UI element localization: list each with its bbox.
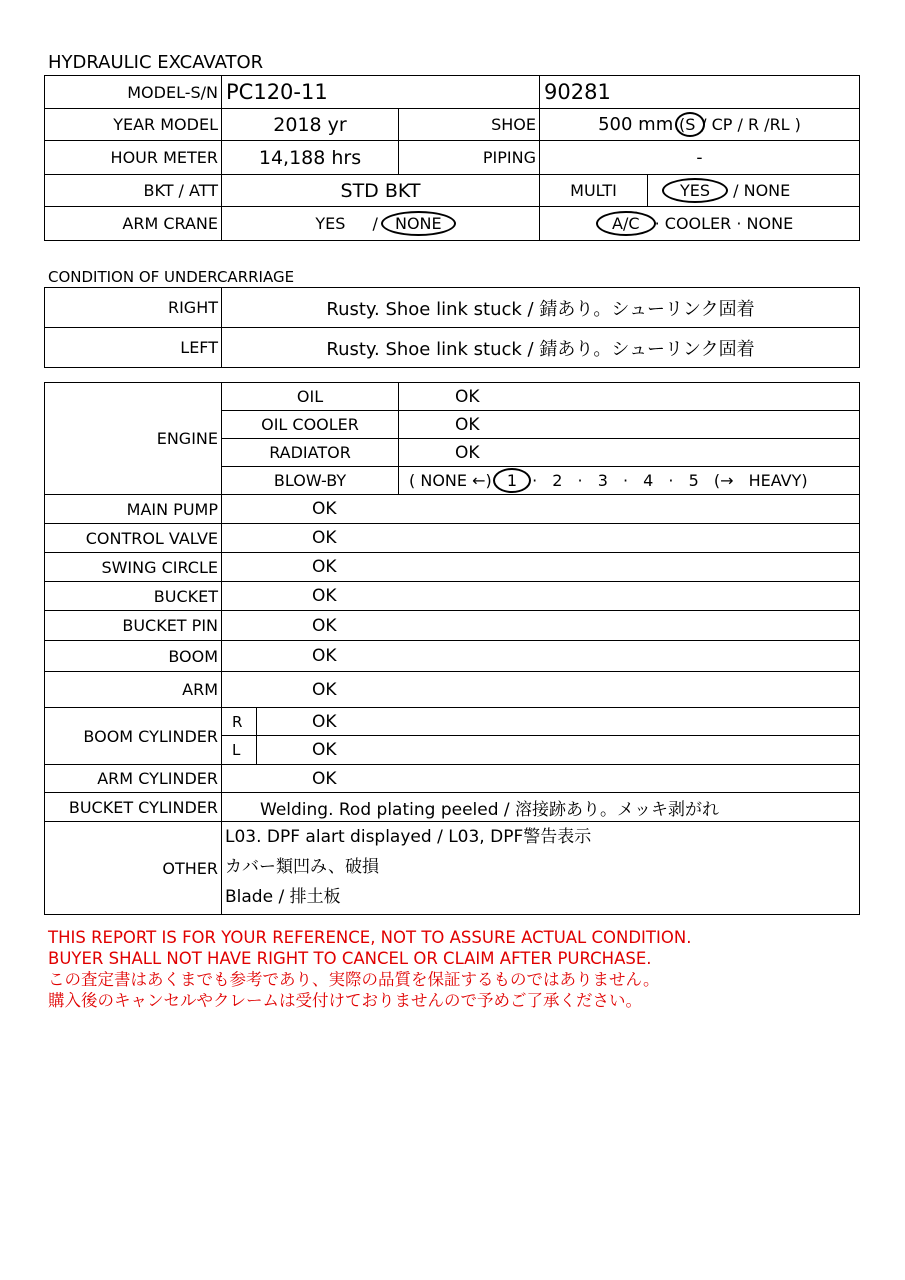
boom-cylinder-r-label: R	[222, 708, 257, 736]
boom-cylinder-label: BOOM CYLINDER	[45, 708, 222, 765]
arm-crane-selected-circled: NONE	[391, 214, 446, 233]
bucket-pin-value: OK	[222, 611, 860, 641]
bucket-cylinder-value: Welding. Rod plating peeled / 溶接跡あり。メッキ剥がれ	[222, 793, 860, 822]
swing-circle-value: OK	[222, 553, 860, 582]
multi-other: / NONE	[733, 181, 791, 200]
year-value: 2018 yr	[222, 109, 399, 141]
blowby-selected-circled: 1	[503, 471, 521, 490]
disclaimer-line-2: BUYER SHALL NOT HAVE RIGHT TO CANCEL OR CLAIM AFTER PURCHASE.	[48, 949, 652, 968]
other-note-1: L03. DPF alart displayed / L03, DPF警告表示	[225, 827, 592, 847]
document-title: HYDRAULIC EXCAVATOR	[48, 52, 264, 73]
condition-table	[44, 382, 860, 915]
disclaimer	[48, 927, 691, 1011]
blowby-scale	[399, 467, 860, 495]
blowby-rest: · 2 · 3 · 4 · 5 (→ HEAVY)	[532, 471, 808, 490]
arm-crane-separator: /	[372, 214, 378, 233]
bucket-label: BUCKET	[45, 582, 222, 611]
shoe-value	[540, 109, 860, 141]
other-note-2: カバー類凹み、破損	[225, 857, 380, 877]
radiator-label: RADIATOR	[222, 439, 399, 467]
arm-cylinder-value: OK	[222, 765, 860, 793]
oil-value: OK	[399, 383, 860, 411]
multi-value	[648, 175, 860, 207]
blowby-prefix: ( NONE ←)	[409, 471, 492, 490]
oil-cooler-label: OIL COOLER	[222, 411, 399, 439]
shoe-selected-circled: S	[685, 115, 696, 134]
other-notes	[222, 822, 860, 915]
spec-table	[44, 75, 860, 241]
boom-cylinder-r-value: OK	[257, 708, 860, 736]
main-pump-label: MAIN PUMP	[45, 495, 222, 524]
undercarriage-right-label: RIGHT	[45, 288, 222, 328]
undercarriage-title: CONDITION OF UNDERCARRIAGE	[48, 268, 295, 286]
ac-value	[540, 207, 860, 241]
undercarriage-left-value: Rusty. Shoe link stuck / 錆あり。シューリンク固着	[222, 328, 860, 368]
boom-value: OK	[222, 641, 860, 672]
disclaimer-line-4: 購入後のキャンセルやクレームは受付けておりませんので予めご了承ください。	[48, 991, 642, 1010]
arm-crane-yes: YES	[315, 214, 346, 233]
engine-label: ENGINE	[45, 383, 222, 495]
hour-value: 14,188 hrs	[222, 141, 399, 175]
bkt-label: BKT / ATT	[45, 175, 222, 207]
shoe-width: 500 mm	[598, 114, 674, 135]
control-valve-value: OK	[222, 524, 860, 553]
ac-other: · COOLER · NONE	[654, 214, 794, 233]
shoe-options: / CP / R /RL )	[701, 115, 801, 134]
control-valve-label: CONTROL VALVE	[45, 524, 222, 553]
bucket-pin-label: BUCKET PIN	[45, 611, 222, 641]
disclaimer-line-1: THIS REPORT IS FOR YOUR REFERENCE, NOT TO ASSURE ACTUAL CONDITION.	[48, 928, 692, 947]
undercarriage-table	[44, 287, 860, 368]
oil-cooler-value: OK	[399, 411, 860, 439]
main-pump-value: OK	[222, 495, 860, 524]
hour-label: HOUR METER	[45, 141, 222, 175]
boom-cylinder-l-label: L	[222, 736, 257, 765]
shoe-paren-open: (	[678, 115, 686, 134]
undercarriage-right-value: Rusty. Shoe link stuck / 錆あり。シューリンク固着	[222, 288, 860, 328]
bkt-value: STD BKT	[222, 175, 540, 207]
piping-label: PIPING	[399, 141, 540, 175]
swing-circle-label: SWING CIRCLE	[45, 553, 222, 582]
boom-label: BOOM	[45, 641, 222, 672]
year-label: YEAR MODEL	[45, 109, 222, 141]
multi-label: MULTI	[540, 175, 648, 207]
bucket-cylinder-label: BUCKET CYLINDER	[45, 793, 222, 822]
serial-value: 90281	[540, 76, 860, 109]
shoe-label: SHOE	[399, 109, 540, 141]
other-note-3: Blade / 排土板	[225, 887, 341, 907]
oil-label: OIL	[222, 383, 399, 411]
arm-value: OK	[222, 672, 860, 708]
arm-crane-value	[222, 207, 540, 241]
model-value: PC120-11	[222, 76, 540, 109]
other-label: OTHER	[45, 822, 222, 915]
ac-selected-circled: A/C	[606, 214, 646, 233]
disclaimer-line-3: この査定書はあくまでも参考であり、実際の品質を保証するものではありません。	[48, 970, 660, 989]
undercarriage-left-label: LEFT	[45, 328, 222, 368]
blowby-label: BLOW-BY	[222, 467, 399, 495]
arm-crane-label: ARM CRANE	[45, 207, 222, 241]
multi-selected-circled: YES	[672, 181, 718, 200]
arm-cylinder-label: ARM CYLINDER	[45, 765, 222, 793]
piping-value: -	[540, 141, 860, 175]
model-label: MODEL-S/N	[45, 76, 222, 109]
bucket-value: OK	[222, 582, 860, 611]
arm-label: ARM	[45, 672, 222, 708]
boom-cylinder-l-value: OK	[257, 736, 860, 765]
radiator-value: OK	[399, 439, 860, 467]
